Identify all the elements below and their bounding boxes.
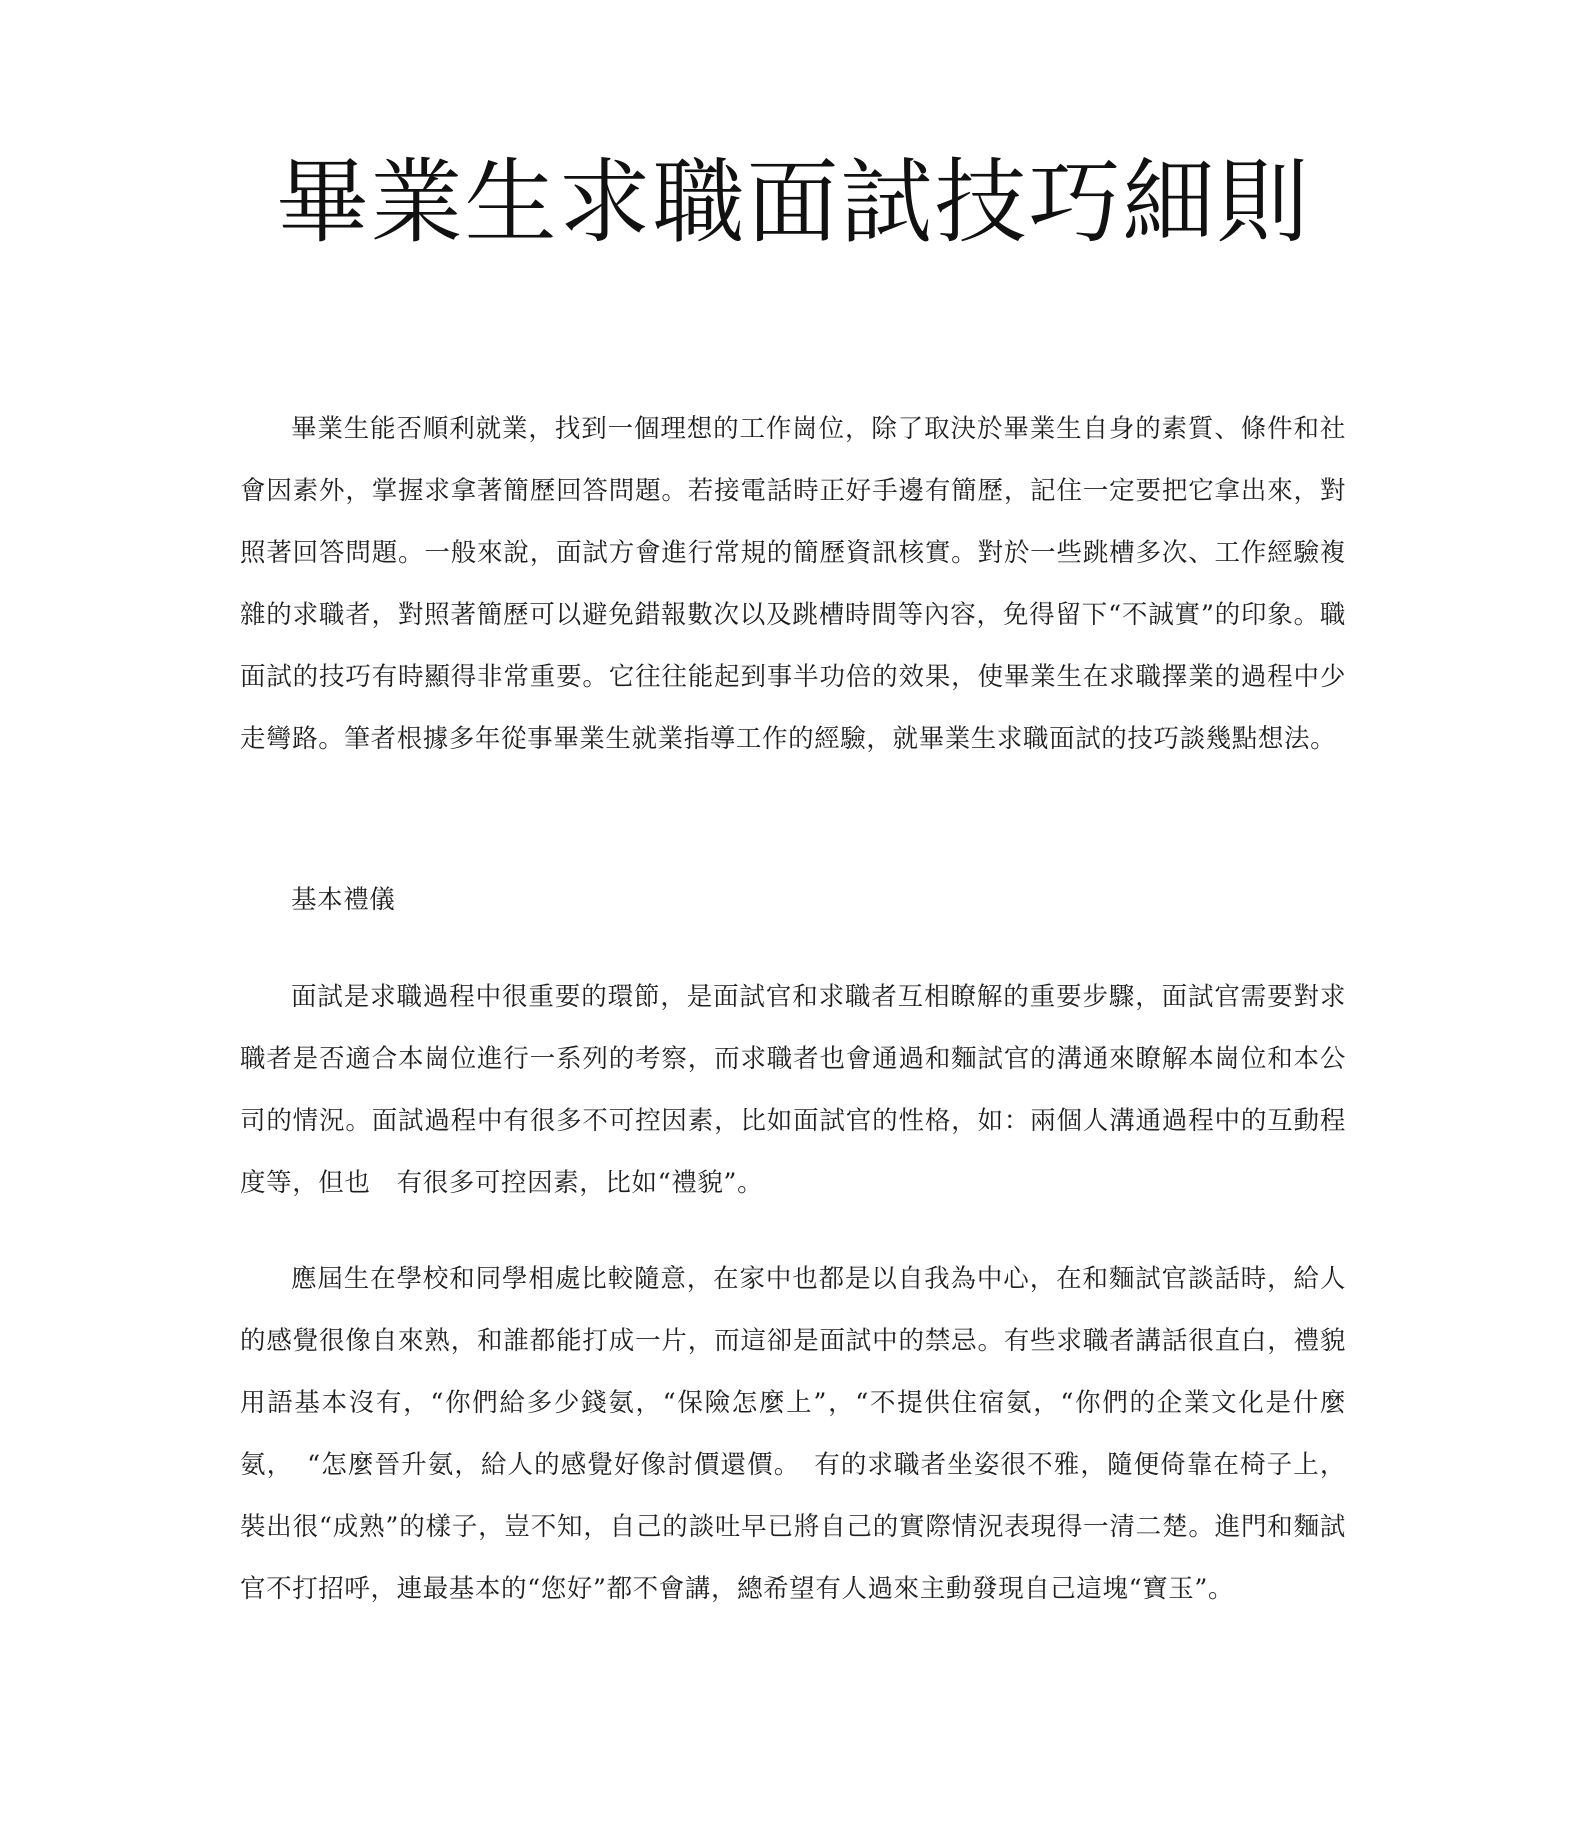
- etiquette-paragraph-1: 面試是求職過程中很重要的環節，是面試官和求職者互相瞭解的重要步驟，面試官需要對求職者是否適合本崗位進行一系列的考察，而求職者也會通過和麵試官的溝通來瞭解本崗位和本公司的情況。面試過程中有很多不可控因素，比如面試官的性格，如：兩個人溝通過程中的互動程度等，但也 有很多可控因素，比如“禮貌”。: [240, 982, 1346, 1198]
- intro-paragraph: 畢業生能否順利就業，找到一個理想的工作崗位，除了取決於畢業生自身的素質、條件和社會因素外，掌握求拿著簡歷回答問題。若接電話時正好手邊有簡歷，記住一定要把它拿出來，對照著回答問題。一般來說，面試方會進行常規的簡歷資訊核實。對於一些跳槽多次、工作經驗複雜的求職者，對照著簡歷可以避免錯報數次以及跳槽時間等內容，免得留下“不誠實”的印象。職面試的技巧有時顯得非常重要。它往往能起到事半功倍的效果，使畢業生在求職擇業的過程中少走彎路。筆者根據多年從事畢業生就業指導工作的經驗，就畢業生求職面試的技巧談幾點想法。: [240, 414, 1346, 754]
- document-title: 畢業生求職面試技巧細則: [276, 149, 1311, 256]
- etiquette-paragraph-2: 應屆生在學校和同學相處比較隨意，在家中也都是以自我為中心，在和麵試官談話時，給人的感覺很像自來熟，和誰都能打成一片，而這卻是面試中的禁忌。有些求職者講話很直白，禮貌用語基本沒有，“你們給多少錢氨，“保險怎麼上”，“不提供住宿氨，“你們的企業文化是什麼氨， “怎麼晉升氨，給人的感覺好像討價還價。 有的求職者坐姿很不雅，隨便倚靠在椅子上，裝出很“成熟”的樣子，豈不知，自己的談吐早已將自己的實際情況表現得一清二楚。進門和麵試官不打招呼，連最基本的“您好”都不會講，總希望有人過來主動發現自己這塊“寶玉”。: [240, 1264, 1346, 1604]
- section-heading-basic-etiquette: 基本禮儀: [291, 885, 396, 915]
